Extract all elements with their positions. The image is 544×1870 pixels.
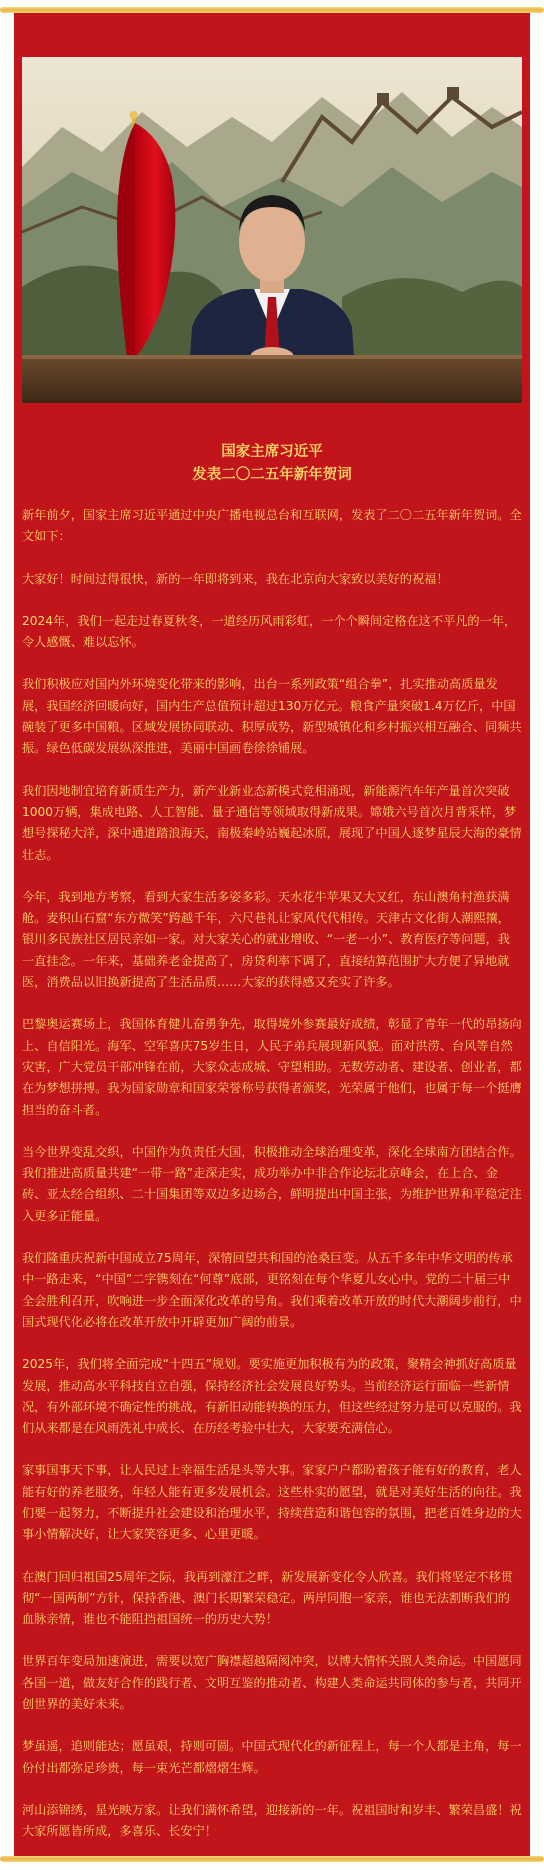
paragraph: 我们积极应对国内外环境变化带来的影响，出台一系列政策“组合拳”，扎实推动高质量发展，我国经济回暖向好，国内生产总值预计超过130万亿元。粮食产量突破1.4万亿斤，中国碗装了更多中国粮。区域发展协同联动、积厚成势，新型城镇化和乡村振兴相互融合、同频共振。绿色低碳发展纵深推进，美丽中国画卷徐徐铺展。 xyxy=(22,677,522,756)
great-wall-backdrop xyxy=(22,57,522,403)
paragraph: 新年前夕，国家主席习近平通过中央广播电视总台和互联网，发表了二〇二五年新年贺词。全文如下： xyxy=(22,508,522,544)
paragraph: 我们因地制宜培育新质生产力，新产业新业态新模式竞相涌现，新能源汽车年产量首次突破1000万辆，集成电路、人工智能、量子通信等领域取得新成果。嫦娥六号首次月背采样，梦想号探秘大洋，深中通道踏浪海天，南极秦岭站巍起冰原，展现了中国人逐梦星辰大海的豪情壮志。 xyxy=(22,783,522,862)
paragraph: 当今世界变乱交织，中国作为负责任大国，积极推动全球治理变革，深化全球南方团结合作。我们推进高质量共建“一带一路”走深走实，成功举办中非合作论坛北京峰会，在上合、金砖、亚太经合组织、二十国集团等双边多边场合，鲜明提出中国主张，为维护世界和平稳定注入更多正能量。 xyxy=(22,1144,522,1223)
paragraph: 河山添锦绣，星光映万家。让我们满怀希望，迎接新的一年。祝祖国时和岁丰、繁荣昌盛！祝大家所愿皆所成，多喜乐、长安宁！ xyxy=(22,1802,522,1839)
paragraph: 家事国事天下事，让人民过上幸福生活是头等大事。家家户户都盼着孩子能有好的教育，老人能有好的养老服务，年轻人能有更多发展机会。这些朴实的愿望，就是对美好生活的向往。我们要一起努力，不断提升社会建设和治理水平，持续营造和谐包容的氛围，把老百姓身边的大事小情解决好，让大家笑容更多、心里更暖。 xyxy=(22,1463,522,1542)
article-title xyxy=(14,441,530,487)
paragraph: 今年，我到地方考察，看到大家生活多姿多彩。天水花牛苹果又大又红，东山澳角村渔获满舱。麦积山石窟“东方微笑”跨越千年，六尺巷礼让家风代代相传。天津古文化街人潮熙攘，银川多民族社区居民亲如一家。对大家关心的就业增收、“一老一小”、教育医疗等问题，我一直挂念。一年来，基础养老金提高了，房贷利率下调了，直接结算范围扩大方便了异地就医，消费品以旧换新提高了生活品质……大家的获得感又充实了许多。 xyxy=(22,889,510,990)
paragraph: 巴黎奥运赛场上，我国体育健儿奋勇争先，取得境外参赛最好成绩，彰显了青年一代的昂扬向上、自信阳光。海军、空军喜庆75岁生日，人民子弟兵展现新风貌。面对洪涝、台风等自然灾害，广大党员干部冲锋在前，大家众志成城、守望相助。无数劳动者、建设者、创业者，都在为梦想拼搏。我为国家勋章和国家荣誉称号获得者颁奖，光荣属于他们，也属于每一个挺膺担当的奋斗者。 xyxy=(22,1017,522,1117)
paragraph: 2025年，我们将全面完成“十四五”规划。要实施更加积极有为的政策，聚精会神抓好高质量发展，推动高水平科技自立自强，保持经济社会发展良好势头。当前经济运行面临一些新情况，有外部环境不确定性的挑战，有新旧动能转换的压力，但这些经过努力是可以克服的。我们从来都是在风雨洗礼中成长、在历经考验中壮大，大家要充满信心。 xyxy=(22,1357,522,1436)
paragraph: 在澳门回归祖国25周年之际，我再到濠江之畔，新发展新变化令人欣喜。我们将坚定不移贯彻“一国两制”方针，保持香港、澳门长期繁荣稳定。两岸同胞一家亲，谁也无法割断我们的血脉亲情，谁也不能阻挡祖国统一的历史大势！ xyxy=(22,1569,513,1627)
scroll-bottom-rod xyxy=(0,1856,544,1862)
paragraph: 梦虽遥，追则能达；愿虽艰，持则可圆。中国式现代化的新征程上，每一个人都是主角，每一份付出都弥足珍贵，每一束光芒都熠熠生辉。 xyxy=(22,1739,522,1775)
title-line-1: 国家主席习近平 xyxy=(221,444,323,460)
title-line-2: 发表二〇二五年新年贺词 xyxy=(192,467,352,483)
portrait-photo xyxy=(22,57,522,403)
paragraph: 世界百年变局加速演进，需要以宽广胸襟超越隔阂冲突，以博大情怀关照人类命运。中国愿同各国一道，做友好合作的践行者、文明互鉴的推动者、构建人类命运共同体的参与者，共同开创世界的美好未来。 xyxy=(22,1654,522,1712)
red-scroll-panel xyxy=(14,13,530,1856)
paragraph: 2024年，我们一起走过春夏秋冬，一道经历风雨彩虹，一个个瞬间定格在这不平凡的一年，令人感慨、难以忘怀。 xyxy=(22,613,517,650)
paragraph: 我们隆重庆祝新中国成立75周年，深情回望共和国的沧桑巨变。从五千多年中华文明的传承中一路走来，“中国”二字镌刻在“何尊”底部，更铭刻在每个华夏儿女心中。党的二十届三中全会胜利召开，吹响进一步全面深化改革的号角。我们乘着改革开放的时代大潮阔步前行，中国式现代化必将在改革开放中开辟更加广阔的前景。 xyxy=(22,1251,522,1329)
paragraph: 大家好！时间过得很快，新的一年即将到来，我在北京向大家致以美好的祝福！ xyxy=(22,571,449,586)
article-body xyxy=(22,505,522,1864)
